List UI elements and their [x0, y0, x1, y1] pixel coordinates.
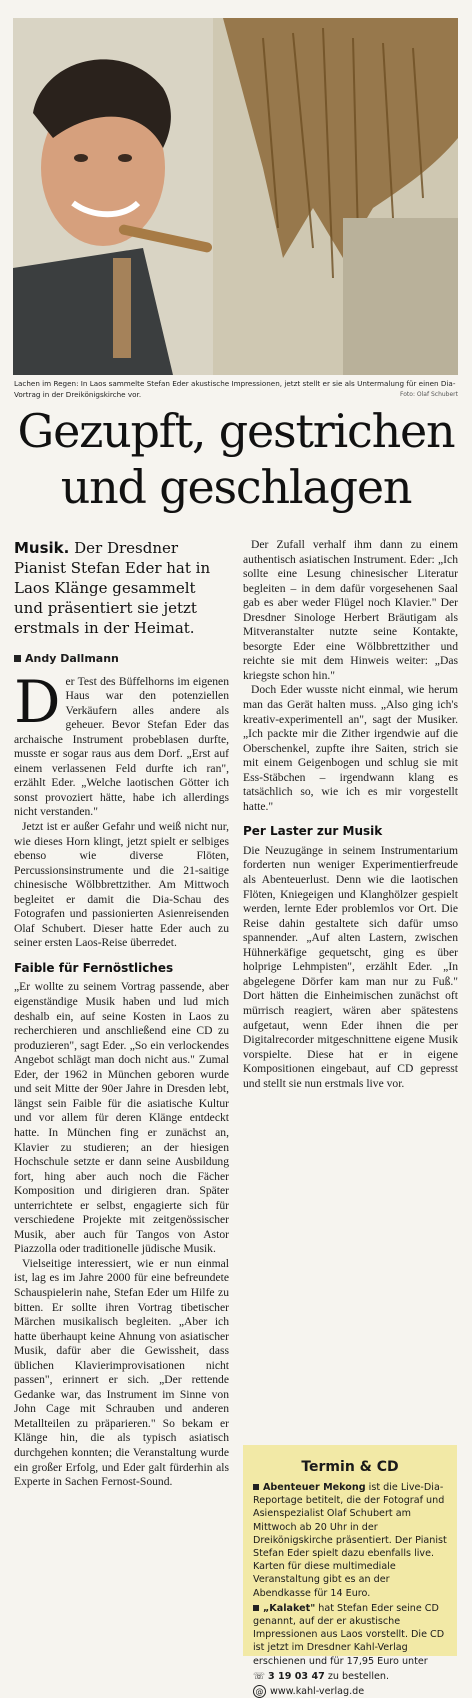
lead-kicker: Musik. [14, 539, 70, 557]
info-box-title: Termin & CD [301, 1459, 399, 1475]
subheading-2: Per Laster zur Musik [243, 824, 383, 839]
website-line [253, 1685, 449, 1698]
info-box-body [243, 1475, 457, 1698]
bullet-square-icon [253, 1484, 259, 1490]
paragraph-3: „Er wollte zu seinem Vortrag passende, aber eigenständige Musik haben und lud mich deshalb ein, auf seine Kosten in Laos zu recherchieren und anschließend eine CD zu produzieren", sagt Eder. „So ein verlockendes Angebot schlägt man doch nicht aus." Zumal Eder, der 1962 in München geboren wurde und seit Mitte der 90er Jahre in Dresden lebt, längst sein Faible für die asiatische Kultur und vor allem für deren Klänge entdeckt hatte. In München fing er zunächst an, Klavier zu studieren; an der hiesigen Hochschule setzte er dann seine Ausbildung fort, hing aber auch noch die Fächer Komposition und dirigieren dran. Später unterrichtete er selbst, engagierte sich für verschiedene Projekte mit zeitgenössischer Musik, aber auch für Tangos von Astor Piazzolla oder traditionelle jüdische Musik. [14, 980, 229, 1256]
lead-text: Der Dresdner Pianist Stefan Eder hat in Laos Klänge gesammelt und präsentiert sie jetzt erstmals in der Heimat. [14, 539, 211, 637]
bullet-square-icon [253, 1605, 259, 1611]
info-item-1-text: ist die Live-Dia-Reportage betitelt, die der Fotograf und Asienspezialist Olaf Schubert am Mittwoch ab 20 Uhr in der Dreikönigskirche präsentiert. Der Pianist Stefan Eder spielt dazu ebenfalls live. Karten für diese multimediale Veranstaltung gibt es an der Abendkasse für 14 Euro. [253, 1482, 447, 1599]
article-photo [13, 18, 458, 375]
article-headline [0, 403, 472, 515]
phone-line [253, 1670, 449, 1683]
phone-icon: ☏ [253, 1670, 269, 1682]
at-sign-icon: @ [253, 1685, 266, 1698]
paragraph-2: Jetzt ist er außer Gefahr und weiß nicht nur, wie dieses Horn klingt, jetzt spielt er selbiges ebenso wie diverse Flöten, Percussionsinstrumente und die 21-saitige chinesische Wölbbrettzither. Am Mittwoch begleitet er damit die Dia-Schau des Fotografen und passionierten Asienreisenden Olaf Schubert. Dieser hatte Eder auch zu seiner ersten Laos-Reise überredet. [14, 820, 229, 950]
phone-number: 3 19 03 47 [268, 1670, 325, 1682]
info-item-1-title: Abenteuer Mekong [263, 1482, 366, 1493]
info-item-1 [253, 1481, 449, 1600]
lead-paragraph [14, 538, 229, 638]
author-line [14, 652, 229, 667]
author-square-icon [14, 655, 21, 662]
headline-line-2: und geschlagen [60, 460, 412, 514]
author-name: Andy Dallmann [25, 652, 119, 665]
paragraph-4: Vielseitige interessiert, wie er nun einmal ist, lag es im Jahre 2000 für eine befreundete Schauspielerin nahe, Stefan Eder um Hilfe zu bitten. Er sollte ihren Vortrag tibetischer Märchen musikalisch begleiten. „Aber ich hatte überhaupt keine Ahnung von asiatischer Musik, dafür aber die Gewissheit, dass üblichen Klavierimprovisationen nicht passen", erinnert er sich. „Der rettende Gedanke war, das Instrument im Sinne von John Cage mit Schrauben und anderen Metallteilen zu präparieren." So bekam er Klänge hin, die als typisch asiatisch durchgehen konnten; die Veranstaltung wurde ein großer Erfolg, und Eder galt fürderhin als Experte in Sachen Fernost-Sound. [14, 1256, 229, 1489]
paragraph-1-text: er Test des Büffelhorns im eigenen Haus war den potenziellen Verkäufern alles andere als geheuer. Bevor Stefan Eder das archaische Instrument probeblasen durfte, musste er sogar raus aus dem Dorf. „Erst auf einem verlassenen Feld durfte ich ran", erzählt Eder. „Welche laotischen Götter ich sonst provoziert hätte, habe ich allerdings nicht verstanden." [14, 674, 229, 819]
website-link[interactable]: www.kahl-verlag.de [270, 1686, 365, 1698]
paragraph-1 [14, 667, 229, 820]
headline-line-1: Gezupft, gestrichen [17, 404, 455, 458]
photo-illustration [13, 18, 458, 375]
paragraph-5: Der Zufall verhalf ihm dann zu einem authentisch asiatischen Instrument. Eder: „Ich sollte eine Lesung chinesischer Literatur begleiten – in dem dafür vorgesehenen Saal gab es aber weder Flügel noch Klavier." Der Dresdner Sinologe Herbert Bräutigam als Mitveranstalter nutzte seine Kontakte, besorgte Eder eine Wölbbrettzither und reichte sie mit dem Hinweis weiter: „Das kriegste schon hin." [243, 538, 458, 682]
column-right [243, 538, 458, 1091]
paragraph-7: Die Neuzugänge in seinem Instrumentarium forderten nun weniger Experimentierfreude als Abenteuerlust. Denn wie die laotischen Flöten, Kniegeigen und Klanghölzer gespielt werden, lernte Eder problemlos vor Ort. Die Reise dahin gestaltete sich dafür umso spannender. „Auf alten Lastern, zwischen Hühnerkäfige gequetscht, ging es über holprige Lehmpisten", erzählt Eder. „In abgelegene Dörfer kam man nur zu Fuß." Dort hätten die Einheimischen zunächst oft mürrisch reagiert, wären aber spätestens aufgetaut, wenn Eder ihnen die per Digitalrecorder mitgeschnittene eigene Musik vorspielte. Diese hat er in eigene Kompositionen eingebaut, auf CD gepresst und stellt sie nun erstmals live vor. [243, 843, 458, 1090]
caption-text: Lachen im Regen: In Laos sammelte Stefan Eder akustische Impressionen, jetzt stellt er sie als Untermalung für einen Dia-Vortrag in der Dreikönigskirche vor. [14, 379, 456, 399]
info-item-2-title: „Kalaket" [263, 1602, 316, 1614]
info-item-2 [253, 1602, 449, 1668]
column-left [14, 538, 229, 1490]
photo-credit: Foto: Olaf Schubert [400, 391, 458, 398]
photo-caption [14, 378, 458, 400]
info-box [243, 1445, 457, 1698]
subheading-1: Faible für Fernöstliches [14, 960, 174, 975]
paragraph-6: Doch Eder wusste nicht einmal, wie herum man das Gerät halten muss. „Also ging ich's kreativ-experimentell an", sagt der Musiker. „Ich packte mir die Zither irgendwie auf die Oberschenkel, zupfte ihre Saiten, strich sie mit einem Geigenbogen und schlug sie mit Ess-Stäbchen – irgendwann klang es tatsächlich so, wie ich es mir vorgestellt hatte." [243, 683, 458, 813]
phone-suffix: zu bestellen. [324, 1670, 390, 1682]
drop-cap: D [14, 667, 61, 736]
info-item-2-text: hat Stefan Eder seine CD genannt, auf der er akustische Impressionen aus Laos vorstellt. Die CD ist jetzt im Dresdner Kahl-Verlag erschienen und für 17,95 Euro unter [253, 1602, 445, 1667]
